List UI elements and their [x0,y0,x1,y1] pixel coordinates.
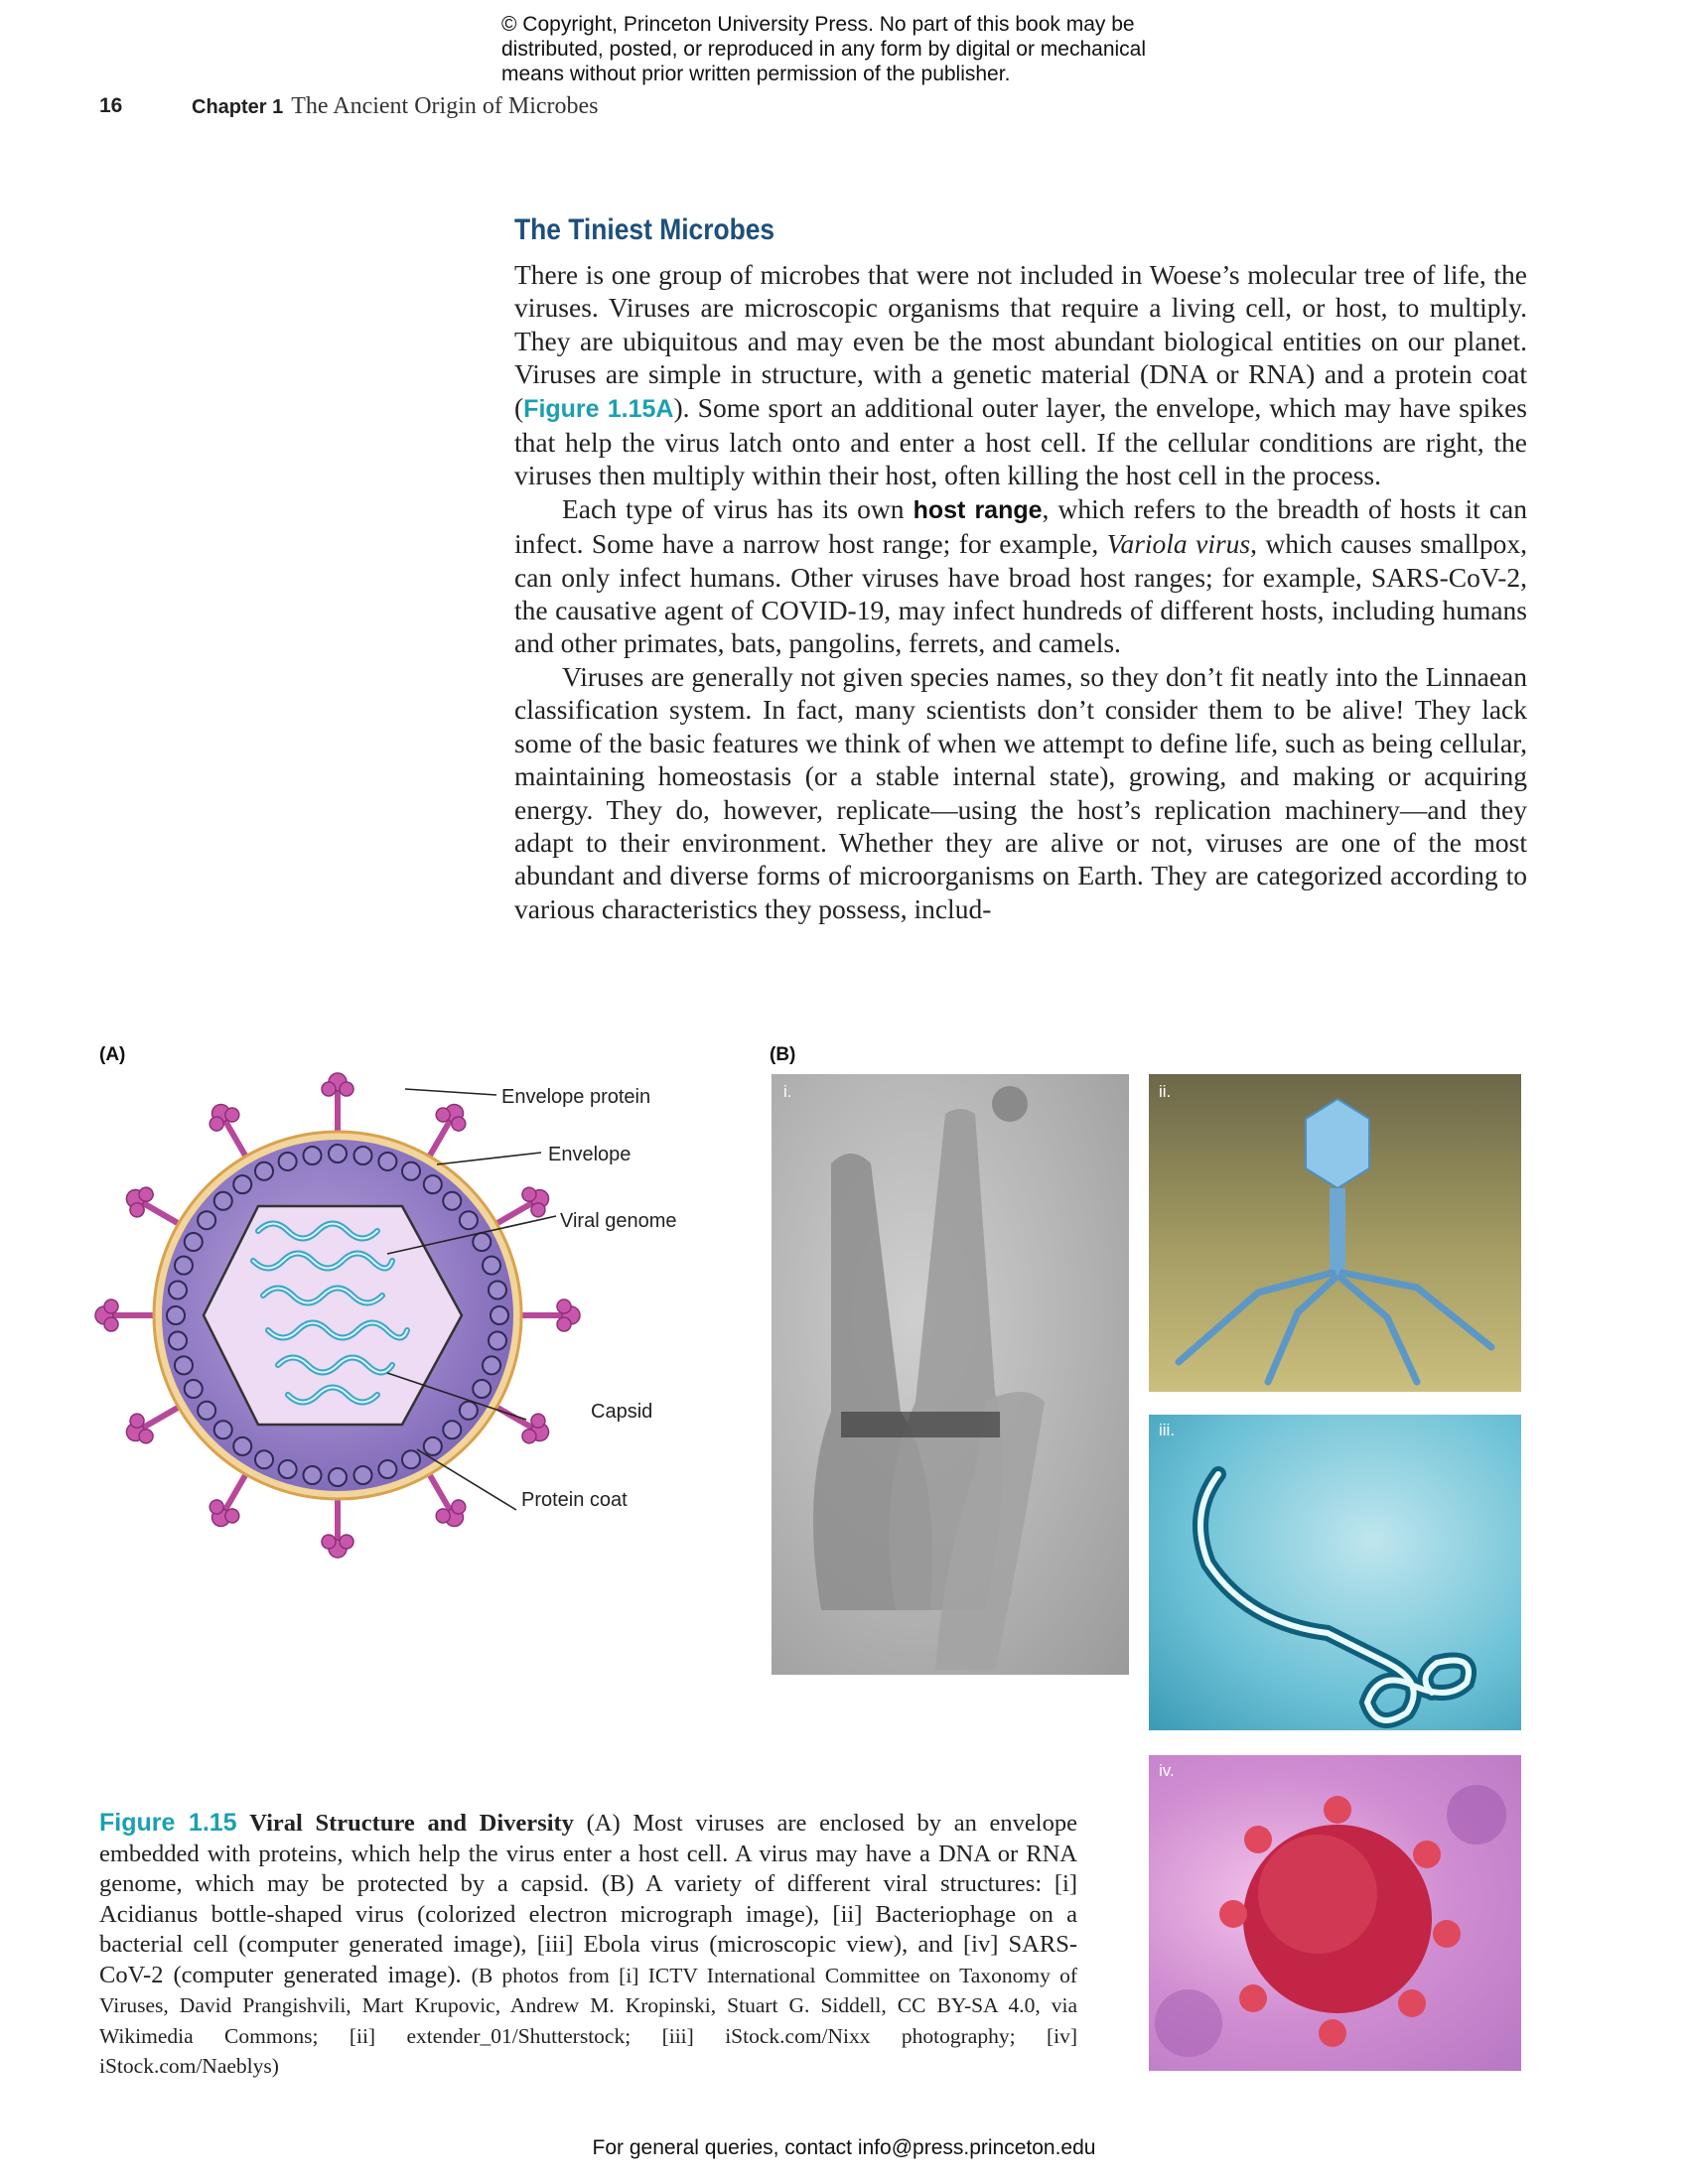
protein-coat-bead [353,1147,371,1164]
protein-coat-bead [214,1192,232,1210]
chapter-title: The Ancient Origin of Microbes [291,93,599,119]
protein-coat-bead [169,1282,187,1299]
panel-label-a: (A) [99,1044,126,1065]
text-run: , which causes smallpox, can only infect humans. Other viruses have broad host ranges; for example, SARS-CoV-2, the causative agent of COVID-19, may infect hundreds of different hosts, including humans and other primates, bats, pangolins, ferrets, and camels. [514,528,1527,659]
protein-coat-bead [489,1282,506,1299]
bottle-virus-shapes [772,1074,1129,1675]
caption-figure-number: Figure 1.15 [99,1809,237,1837]
protein-coat-bead [443,1192,461,1210]
protein-coat-bead [175,1257,193,1275]
panel-label-b: (B) [770,1044,796,1065]
protein-coat-bead [402,1162,420,1180]
protein-coat-bead [304,1147,322,1164]
paragraph [514,258,1527,492]
chapter-label: Chapter 1 [192,96,284,118]
protein-coat-bead [378,1460,396,1478]
protein-coat-bead [198,1402,215,1420]
protein-coat-bead [378,1153,396,1170]
running-head [192,93,599,120]
section-title: The Tiniest Microbes [514,213,775,246]
label-protein-coat: Protein coat [521,1489,628,1511]
protein-coat-bead [198,1211,215,1229]
protein-coat-bead [329,1145,347,1162]
figure-caption [99,1808,1077,2082]
copyright-line: distributed, posted, or reproduced in any form by digital or mechanical [501,38,1147,61]
label-capsid: Capsid [591,1401,653,1423]
protein-coat-bead [443,1421,461,1438]
body-text [514,258,1527,925]
italic-term: Variola virus [1106,528,1251,560]
text-run: ). Some sport an additional outer layer, the envelope, which may have spikes that help the virus latch onto and enter a host cell. If the cellular conditions are right, the viruses then multiply within their host, often killing the host cell in the process. [514,391,1527,491]
paragraph: Viruses are generally not given species names, so they don’t fit neatly into the Linnaean classification system. In fact, many scientists don’t consider them to be alive! They lack some of the basic features we think of when we attempt to define life, such as being cellular, maintaining homeostasis (or a stable internal state), growing, and making or acquiring energy. They do, however, replicate—using the host’s replication machinery—and they adapt to their environment. Whether they are alive or not, viruses are one of the most abundant and diverse forms of microorganisms on Earth. They are categorized according to various characteristics they possess, includ- [514,660,1527,924]
protein-coat-bead [233,1175,251,1193]
text-run: , which refers to the breadth of hosts it can infect. Some have a narrow host range; for example, [514,492,1528,560]
protein-coat-bead [473,1233,491,1251]
protein-coat-bead [483,1356,500,1374]
protein-coat-bead [329,1468,347,1486]
footer-contact: For general queries, contact info@press.princeton.edu [592,2136,1096,2159]
photo-label-i: i. [783,1082,792,1101]
protein-coat-bead [214,1421,232,1438]
protein-coat-bead [304,1466,322,1484]
protein-coat-bead [491,1306,508,1324]
caption-credit: (B photos from [i] ICTV International Committee on Taxonomy of Viruses, David Prangishvili, Mart Krupovic, Andrew M. Kropinski, Stuart G. Siddell, CC BY-SA 4.0, via Wikimedia Commons; [ii] extender_01/Shutterstock; [iii] iStock.com/Nixx photography; [iv] iStock.com/Naeblys) [99,1963,1078,2078]
virus-structure-diagram [89,1067,725,1583]
text-run: There is one group of microbes that were not included in Woese’s molecular tree of life, the viruses. Viruses are microscopic organisms that require a living cell, or host, to multiply. They are ubiquitous and may even be the most abundant biological entities on our planet. Viruses are simple in structure, with a genetic material (DNA or RNA) and a protein coat ( [514,259,1527,423]
photo-iii-ebola [1149,1415,1521,1730]
protein-coat-bead [185,1233,203,1251]
protein-coat-bead [255,1450,273,1468]
protein-coat-bead [233,1437,251,1455]
protein-coat-bead [424,1175,442,1193]
protein-coat-bead [279,1460,297,1478]
photo-label-iv: iv. [1159,1761,1175,1780]
photo-i-electron-micrograph [772,1074,1129,1675]
photo-label-iii: iii. [1159,1421,1176,1439]
protein-coat-bead [169,1331,187,1349]
text-run: Each type of virus has its own [562,492,914,524]
key-term: host range [913,495,1043,524]
copyright-line: © Copyright, Princeton University Press. No part of this book may be [501,13,1135,36]
protein-coat-bead [473,1380,491,1398]
protein-coat-bead [353,1466,371,1484]
ebola-filament-shape [1149,1415,1521,1730]
protein-coat-bead [483,1257,500,1275]
protein-coat-bead [167,1306,185,1324]
photo-iv-sars-cov-2 [1149,1755,1521,2071]
protein-coat-bead [460,1211,478,1229]
protein-coat-bead [185,1380,203,1398]
photo-ii-bacteriophage [1149,1074,1521,1392]
protein-coat-bead [279,1153,297,1170]
bacteriophage-shape [1149,1074,1521,1392]
label-envelope-protein: Envelope protein [501,1086,651,1108]
label-viral-genome: Viral genome [560,1210,677,1232]
coronavirus-shape [1149,1755,1521,2071]
label-envelope: Envelope [548,1144,632,1165]
caption-title: Viral Structure and Diversity [249,1810,574,1837]
protein-coat-bead [489,1331,506,1349]
protein-coat-bead [402,1450,420,1468]
photo-label-ii: ii. [1159,1082,1172,1101]
paragraph [514,492,1527,660]
figure-reference-link[interactable]: Figure 1.15A [523,394,674,423]
protein-coat-bead [255,1162,273,1180]
caption-text: (A) Most viruses are enclosed by an envelope embedded with proteins, which help the virus enter a host cell. A virus may have a DNA or RNA genome, which may be protected by a capsid. (B) A variety of different viral structures: [i] Acidianus bottle-shaped virus (colorized electron micrograph image), [ii] Bacteriophage on a bacterial cell (computer generated image), [iii] Ebola virus (microscopic view), and [iv] SARS-CoV-2 (computer generated image). [99,1810,1077,1988]
copyright-line: means without prior written permission of the publisher. [501,63,1011,85]
protein-coat-bead [460,1402,478,1420]
protein-coat-bead [424,1437,442,1455]
protein-coat-bead [175,1356,193,1374]
copyright-notice [501,12,1256,86]
page-number: 16 [99,94,123,117]
